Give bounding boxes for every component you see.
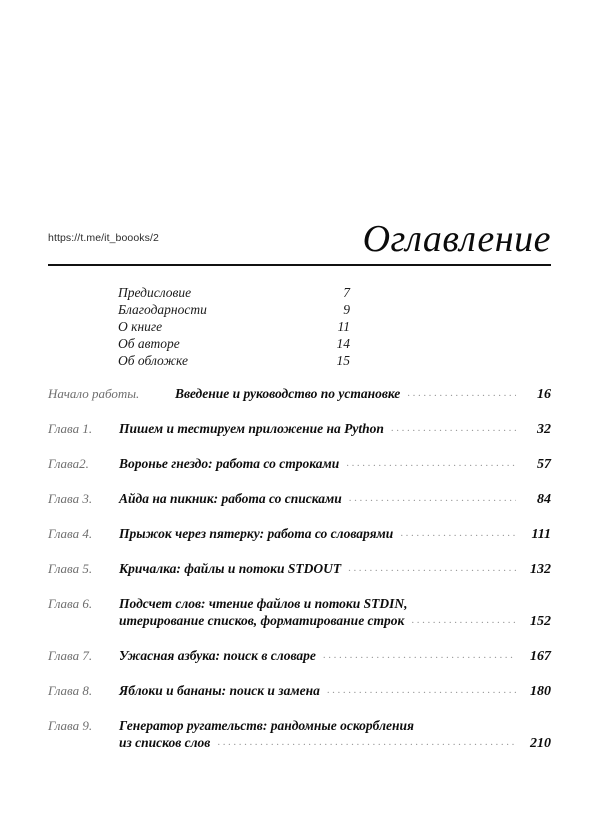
contents-entry-line (48, 421, 551, 438)
chapter-label: Глава 5. (48, 561, 93, 576)
contents-entry-line (48, 596, 551, 612)
chapter-page-number: 57 (537, 457, 551, 472)
chapter-title: Воронье гнездо: работа со строками (119, 456, 340, 471)
dot-leader (400, 527, 516, 539)
chapter-label: Глава 8. (48, 683, 93, 698)
dot-leader (348, 562, 516, 574)
frontmatter-page-number: 11 (337, 319, 350, 334)
contents-list (48, 386, 551, 770)
frontmatter-label: Об авторе (118, 336, 180, 351)
chapter-title: Прыжок через пятерку: работа со словарями (119, 526, 394, 541)
contents-entry[interactable] (48, 421, 551, 438)
frontmatter-page-number: 15 (336, 353, 350, 368)
frontmatter-row[interactable] (118, 319, 350, 336)
chapter-title-continued: из списков слов (119, 735, 211, 750)
dot-leader (407, 387, 516, 399)
chapter-page-number: 16 (537, 387, 551, 402)
chapter-page-number: 167 (530, 649, 551, 664)
chapter-page-number: 132 (530, 562, 551, 577)
chapter-page-number: 111 (531, 527, 551, 542)
chapter-label: Глава 6. (48, 596, 93, 611)
chapter-title: Кричалка: файлы и потоки STDOUT (119, 561, 342, 576)
chapter-title-continued: итерирование списков, форматирование строк (119, 613, 405, 628)
frontmatter-page-number: 14 (336, 336, 350, 351)
frontmatter-list (118, 285, 350, 370)
dot-leader (217, 736, 516, 748)
frontmatter-row[interactable] (118, 302, 350, 319)
chapter-title: Подсчет слов: чтение файлов и потоки STDIN, (119, 596, 408, 611)
dot-leader (391, 422, 516, 434)
contents-entry[interactable] (48, 456, 551, 473)
watermark-url: https://t.me/it_boooks/2 (48, 232, 159, 244)
contents-entry[interactable] (48, 718, 551, 752)
chapter-title: Пишем и тестируем приложение на Python (119, 421, 384, 436)
page-header (48, 192, 551, 264)
contents-entry[interactable] (48, 648, 551, 665)
frontmatter-label: Благодарности (118, 302, 207, 317)
contents-entry[interactable] (48, 596, 551, 630)
frontmatter-label: Предисловие (118, 285, 192, 300)
frontmatter-page-number: 9 (343, 302, 350, 317)
frontmatter-row[interactable] (118, 353, 350, 370)
dot-leader (327, 684, 516, 696)
chapter-title: Айда на пикник: работа со списками (119, 491, 342, 506)
contents-entry-line (48, 456, 551, 473)
dot-leader (349, 492, 516, 504)
contents-entry-line (48, 491, 551, 508)
chapter-label: Глава 4. (48, 526, 93, 541)
contents-entry[interactable] (48, 491, 551, 508)
contents-entry[interactable] (48, 683, 551, 700)
chapter-page-number: 210 (530, 736, 551, 751)
frontmatter-label: О книге (118, 319, 163, 334)
page-title: Оглавление (362, 218, 551, 260)
contents-entry-line (48, 683, 551, 700)
contents-entry-line (48, 526, 551, 543)
contents-entry-line (48, 648, 551, 665)
frontmatter-row[interactable] (118, 336, 350, 353)
frontmatter-page-number: 7 (343, 285, 350, 300)
dot-leader (323, 649, 516, 661)
contents-entry-line (48, 561, 551, 578)
dot-leader (411, 614, 516, 626)
chapter-label: Глава2. (48, 456, 89, 471)
chapter-label: Глава 9. (48, 718, 93, 733)
chapter-label: Глава 1. (48, 421, 93, 436)
contents-entry-line (48, 735, 551, 752)
contents-entry-line (48, 613, 551, 630)
chapter-page-number: 180 (530, 684, 551, 699)
contents-entry[interactable] (48, 386, 551, 403)
chapter-title: Введение и руководство по установке (175, 386, 401, 401)
chapter-label: Глава 7. (48, 648, 93, 663)
contents-entry-line (48, 386, 551, 403)
contents-entry[interactable] (48, 561, 551, 578)
frontmatter-label: Об обложке (118, 353, 188, 368)
dot-leader (346, 457, 516, 469)
title-divider (48, 264, 551, 266)
contents-entry[interactable] (48, 526, 551, 543)
chapter-label: Начало работы. (48, 386, 140, 401)
chapter-page-number: 32 (537, 422, 551, 437)
chapter-page-number: 152 (530, 614, 551, 629)
chapter-title: Ужасная азбука: поиск в словаре (119, 648, 316, 663)
frontmatter-row[interactable] (118, 285, 350, 302)
chapter-label: Глава 3. (48, 491, 93, 506)
chapter-title: Генератор ругательств: рандомные оскорбления (119, 718, 414, 733)
chapter-title: Яблоки и бананы: поиск и замена (119, 683, 320, 698)
chapter-page-number: 84 (537, 492, 551, 507)
contents-entry-line (48, 718, 551, 734)
